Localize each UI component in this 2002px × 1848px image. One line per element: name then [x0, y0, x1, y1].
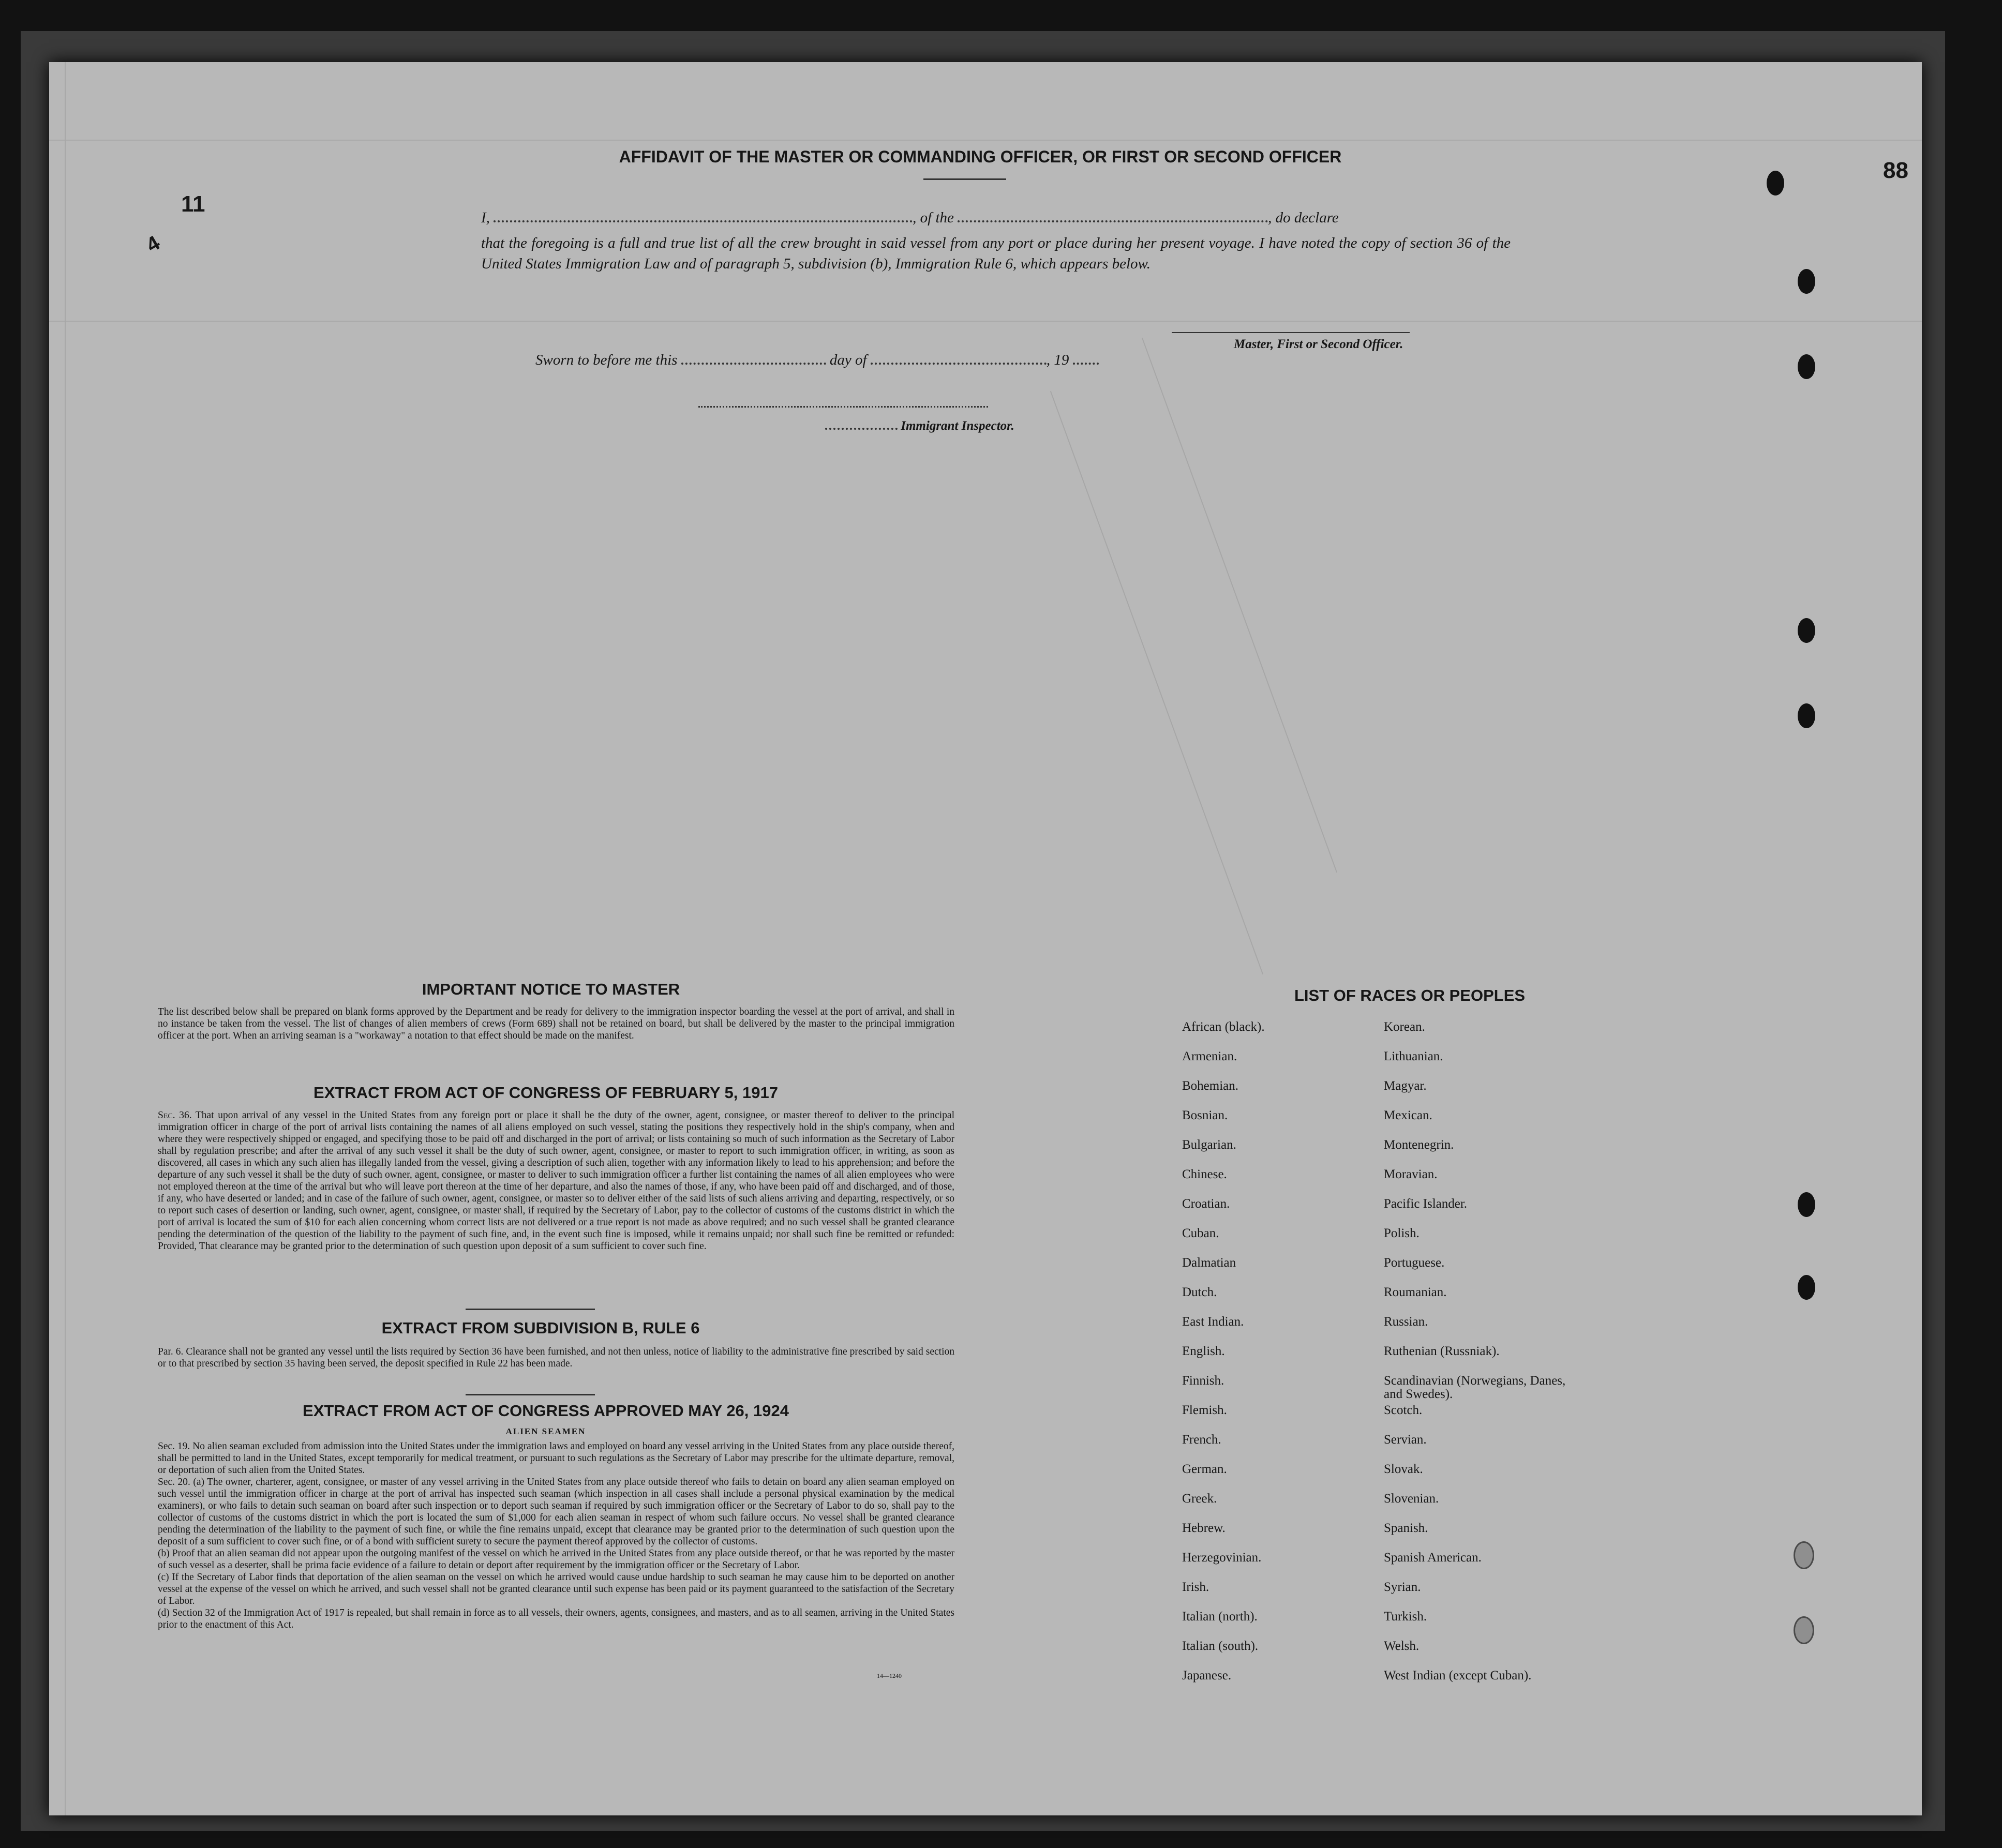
race-item: Polish.	[1384, 1226, 1420, 1240]
race-item: African (black).	[1182, 1020, 1265, 1034]
extract-1924-title: EXTRACT FROM ACT OF CONGRESS APPROVED MAY 26, 1924	[303, 1402, 789, 1420]
race-item: Bulgarian.	[1182, 1138, 1236, 1152]
margin-mark: 11	[181, 191, 205, 217]
divider	[466, 1394, 595, 1395]
document-page	[49, 62, 1922, 1815]
race-item: Cuban.	[1182, 1226, 1219, 1240]
form-number: 14—1240	[877, 1672, 902, 1679]
race-item: Bosnian.	[1182, 1108, 1228, 1122]
race-item: Welsh.	[1384, 1639, 1420, 1653]
race-item: Russian.	[1384, 1315, 1428, 1329]
race-item: Syrian.	[1384, 1580, 1421, 1594]
race-item: Spanish American.	[1384, 1551, 1482, 1565]
binder-hole	[1798, 1275, 1815, 1300]
inspector-line	[825, 419, 1014, 433]
race-item: Slovenian.	[1384, 1492, 1439, 1506]
sworn-year-blank[interactable]	[1073, 357, 1099, 365]
race-item: Herzegovinian.	[1182, 1551, 1262, 1565]
divider	[923, 178, 1006, 180]
binder-hole	[1794, 1616, 1814, 1644]
rule-6-text: Par. 6. Clearance shall not be granted any vessel until the lists required by Section 36 have been furnished, and not then unless, notice of liability to the administrative fine prescribed by said section or to that prescribed by section 35 having been served, the deposit specified in Rule 22 has been made.	[158, 1346, 954, 1369]
affidavit-i-label: I,	[481, 209, 490, 226]
race-item: Hebrew.	[1182, 1521, 1226, 1535]
extract-1917-body: That upon arrival of any vessel in the United States from any foreign port or place it shall be the duty of the owner, agent, consignee, or master thereof to deliver to the principal immigration officer in charge of the port of arrival lists containing the names of all aliens employed on such vessel, stating the positions they respectively hold in the ship's company, when and where they were respectively shipped or engaged, and specifying those to be paid off and discharged in the port of arrival; or lists containing so much of such information as the Secretary of Labor shall by regulation prescribe; and after the arrival of any such vessel it shall be the duty of such owner, agent, consignee, or master to report to such immigration officer, in writing, as soon as discovered, all cases in which any such alien has illegally landed from the vessel, giving a description of such alien, together with any information likely to lead to his apprehension; and before the departure of any such vessel it shall be the duty of such owner, agent, consignee, or master to deliver to such immigration officer a further list containing the names of all alien employees who were not employed thereon at the time of the arrival but who will leave port thereon at the time of her departure, and also the names of those, if any, who have been paid off and discharged, and of those, if any, who have deserted or landed; and in case of the failure of such owner, agent, consignee, or master so to deliver either of the said lists of such aliens arriving and departing, respectively, or so to report such cases of desertion or landing, such owner, agent, consignee, or master shall, if required by the Secretary of Labor, pay to the collector of customs of the customs district in which the port of arrival is located the sum of $10 for each alien concerning whom correct lists are not delivered or a true report is not made as above required; and no such vessel shall be granted clearance pending the determination of the question of the liability to the payment of such fine, and, in the event such fine is imposed, while it remains unpaid; nor shall such fine be remitted or refunded: Provided, That clearance may be granted prior to the determination of such question upon deposit of a sum sufficient to cover such fine.	[158, 1110, 954, 1252]
race-item: Flemish.	[1182, 1403, 1227, 1417]
show-through-line	[49, 321, 1922, 322]
inspector-dots	[825, 425, 898, 430]
sworn-day-blank[interactable]	[681, 357, 826, 365]
race-item: Montenegrin.	[1384, 1138, 1454, 1152]
signature-line[interactable]	[1172, 332, 1410, 333]
extract-1924-text	[158, 1440, 954, 1631]
rule-6-title: EXTRACT FROM SUBDIVISION B, RULE 6	[381, 1319, 700, 1337]
name-blank[interactable]	[494, 215, 913, 222]
race-item: Turkish.	[1384, 1610, 1427, 1624]
show-through-line	[1142, 338, 1337, 873]
affidavit-declaration-line	[481, 209, 1516, 227]
race-item: Mexican.	[1384, 1108, 1432, 1122]
alien-seamen-subtitle: ALIEN SEAMEN	[505, 1426, 586, 1436]
race-item: East Indian.	[1182, 1315, 1244, 1329]
margin-mark: 4	[142, 231, 164, 257]
race-item: Dalmatian	[1182, 1256, 1236, 1270]
race-item: German.	[1182, 1462, 1227, 1476]
race-item: Dutch.	[1182, 1285, 1217, 1299]
race-item: Korean.	[1384, 1020, 1425, 1034]
year-label: , 19	[1046, 352, 1069, 368]
section-label: Sec. 36.	[158, 1110, 192, 1121]
divider	[466, 1309, 595, 1310]
race-item: French.	[1182, 1433, 1221, 1447]
notice-title: IMPORTANT NOTICE TO MASTER	[422, 980, 680, 998]
extract-1917-text	[158, 1109, 954, 1252]
races-title: LIST OF RACES OR PEOPLES	[1294, 986, 1526, 1004]
section-19: Sec. 19. No alien seaman excluded from admission into the United States under the immigration laws and employed on board any vessel arriving in the United States from any place outside thereof, shall be permitted to land in the United States, except temporarily for medical treatment, or pursuant to such regulations as the Secretary of Labor may prescribe for the ultimate departure, removal, or deportation of such alien from the United States.	[158, 1441, 954, 1476]
vessel-blank[interactable]	[958, 215, 1268, 222]
race-item: Servian.	[1384, 1433, 1427, 1447]
declare-label: , do declare	[1268, 209, 1339, 226]
race-item: Scandinavian (Norwegians, Danes, and Swedes).	[1384, 1374, 1566, 1401]
race-item: Finnish.	[1182, 1374, 1224, 1388]
race-item: Slovak.	[1384, 1462, 1423, 1476]
sworn-month-blank[interactable]	[871, 357, 1047, 365]
race-item: Magyar.	[1384, 1079, 1427, 1093]
race-item: Pacific Islander.	[1384, 1197, 1468, 1211]
race-item: English.	[1182, 1344, 1225, 1358]
sworn-label: Sworn to before me this	[535, 352, 678, 368]
notice-text: The list described below shall be prepared on blank forms approved by the Department and be ready for delivery to the immigration inspector boarding the vessel at the port of arrival, and shall in no instance be taken from the vessel. The list of changes of alien members of crews (Form 689) shall not be retained on board, but shall be delivered by the master to the principal immigration officer at the port. When an arriving seaman is a "workaway" a notation to that effect should be made on the manifest.	[158, 1006, 954, 1041]
binder-hole	[1767, 171, 1784, 196]
show-through-line	[1050, 391, 1263, 974]
day-of-label: day of	[829, 352, 867, 368]
margin-mark: 88	[1883, 158, 1908, 183]
section-20b: (b) Proof that an alien seaman did not appear upon the outgoing manifest of the vessel on which he arrived in the United States from any place outside thereof, or that he was reported by the master of such vessel as a deserter, shall be prima facie evidence of a failure to detain or deport after requirement by the immigration officer or the Secretary of Labor.	[158, 1548, 954, 1571]
race-item: Croatian.	[1182, 1197, 1230, 1211]
binder-hole	[1794, 1541, 1814, 1569]
binder-hole	[1798, 618, 1815, 643]
section-20d: (d) Section 32 of the Immigration Act of 1917 is repealed, but shall remain in force as to all vessels, their owners, agents, consignees, and masters, and as to all seamen, arriving in the United States prior to the enactment of this Act.	[158, 1607, 954, 1630]
affidavit-body: that the foregoing is a full and true list of all the crew brought in said vessel from any port or place during her present voyage. I have noted the copy of section 36 of the United States Immigration Law and of paragraph 5, subdivision (b), Immigration Rule 6, which appears below.	[481, 235, 1511, 272]
race-item: Armenian.	[1182, 1049, 1237, 1063]
race-item: Ruthenian (Russniak).	[1384, 1344, 1500, 1358]
race-item: Italian (south).	[1182, 1639, 1259, 1653]
sworn-line	[535, 352, 1208, 369]
race-item: Bohemian.	[1182, 1079, 1239, 1093]
binder-hole	[1798, 703, 1815, 728]
race-item: Roumanian.	[1384, 1285, 1447, 1299]
binder-hole	[1798, 269, 1815, 294]
show-through-line	[49, 140, 1922, 141]
signature-label: Master, First or Second Officer.	[1234, 337, 1403, 351]
race-item: West Indian (except Cuban).	[1384, 1669, 1532, 1682]
race-item: Scotch.	[1384, 1403, 1423, 1417]
race-item: Spanish.	[1384, 1521, 1428, 1535]
section-20a: Sec. 20. (a) The owner, charterer, agent, consignee, or master of any vessel arriving in the United States from any place outside thereof who fails to detain on board any alien seaman employed on such vessel until the immigration officer in charge at the port of arrival has inspected such seaman (which inspection in all cases shall include a personal physical examination by the medical examiners), or who fails to detain such seaman on board after such inspection or to deport such seaman if required by such immigration officer or the Secretary of Labor to do so, shall pay to the collector of customs of the customs district in which the port is located the sum of $1,000 for each alien seaman in respect of whom such failure occurs. No vessel shall be granted clearance pending the determination of the liability to the payment of such fine, or while the fine remains unpaid, except that clearance may be granted prior to the determination of such question upon the deposit of a sum sufficient to cover such fine, or of a bond with sufficient surety to secure the payment thereof approved by the collector of customs.	[158, 1477, 954, 1547]
show-through-line	[65, 62, 66, 1815]
race-item: Irish.	[1182, 1580, 1209, 1594]
race-item: Portuguese.	[1384, 1256, 1445, 1270]
race-item: Moravian.	[1384, 1167, 1438, 1181]
race-item: Greek.	[1182, 1492, 1217, 1506]
of-the-label: , of the	[913, 209, 954, 226]
inspector-label: Immigrant Inspector.	[901, 419, 1014, 433]
race-item: Lithuanian.	[1384, 1049, 1443, 1063]
section-20c: (c) If the Secretary of Labor finds that deportation of the alien seaman on the vessel on which he arrived would cause undue hardship to such seaman he may cause him to be deported on another vessel at the expense of the vessel on which he arrived, and such vessel shall not be granted clearance until such expense has been paid or its payment guaranteed to the satisfaction of the Secretary of Labor.	[158, 1572, 954, 1606]
binder-hole	[1798, 1192, 1815, 1217]
extract-1917-title: EXTRACT FROM ACT OF CONGRESS OF FEBRUARY 5, 1917	[313, 1084, 778, 1102]
race-item: Japanese.	[1182, 1669, 1232, 1682]
race-item: Chinese.	[1182, 1167, 1227, 1181]
affidavit-title: AFFIDAVIT OF THE MASTER OR COMMANDING OFFICER, OR FIRST OR SECOND OFFICER	[619, 147, 1342, 166]
race-item: Italian (north).	[1182, 1610, 1258, 1624]
inspector-signature-line[interactable]	[698, 406, 988, 408]
binder-hole	[1798, 354, 1815, 379]
